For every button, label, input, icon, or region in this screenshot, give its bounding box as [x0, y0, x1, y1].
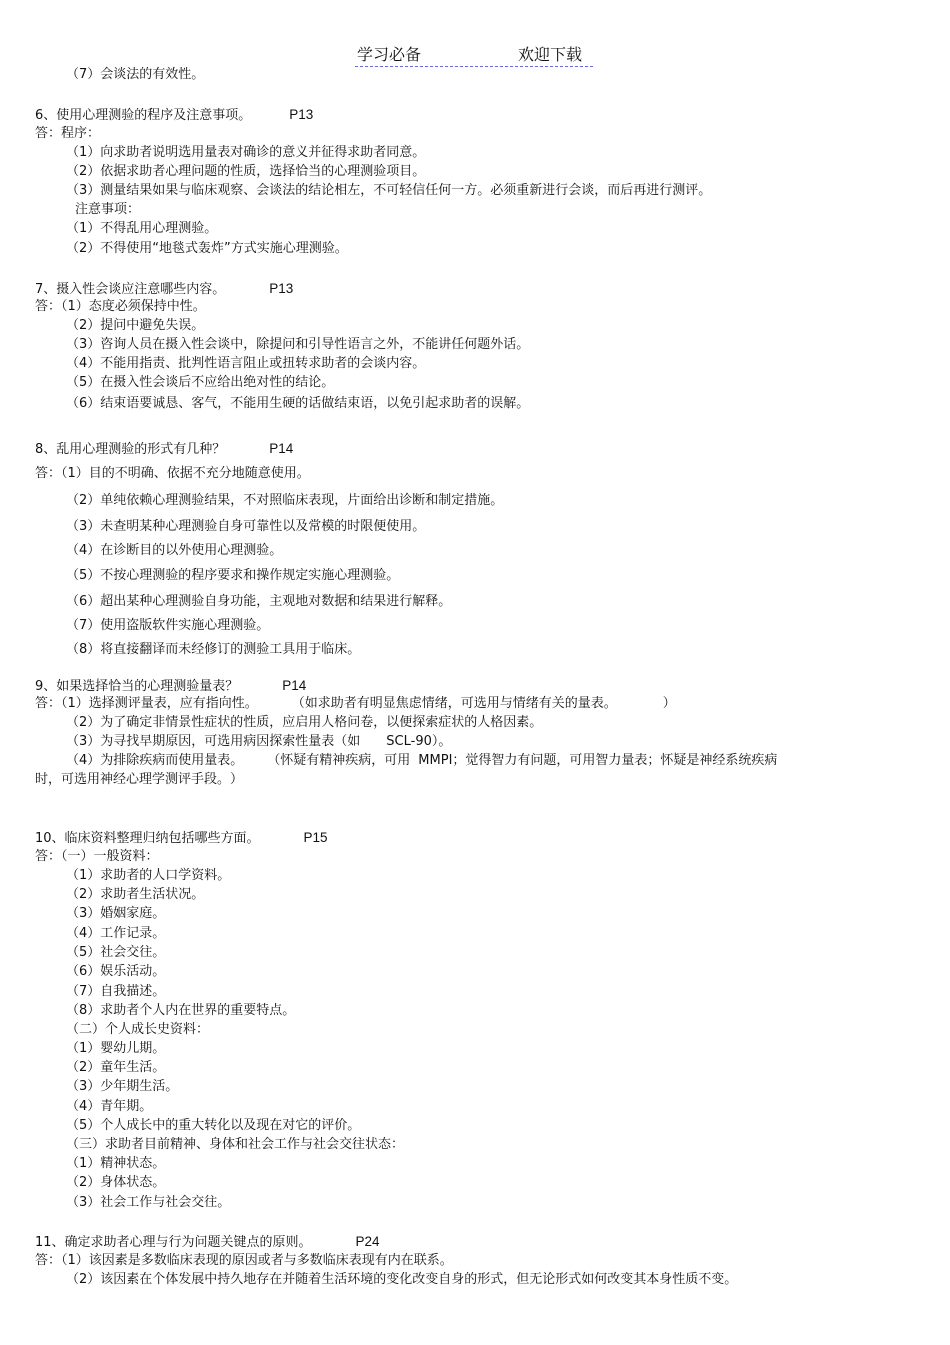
line-text-continued: （怀疑有精神疾病，可用 [267, 753, 411, 768]
text-line [66, 714, 542, 731]
text-line [66, 518, 425, 535]
text-line [35, 695, 676, 712]
line-text: （3）少年期生活。 [66, 1079, 179, 1094]
text-line [66, 542, 282, 559]
text-line [66, 1098, 152, 1115]
text-line [35, 1233, 380, 1251]
text-line [66, 905, 165, 922]
line-text: （2）依据求助者心理问题的性质，选择恰当的心理测验项目。 [66, 164, 426, 179]
text-line [66, 240, 348, 257]
text-line [66, 355, 425, 372]
line-text: 答：（1）选择测评量表，应有指向性。 [35, 696, 258, 711]
line-text: （1）求助者的人口学资料。 [66, 868, 231, 883]
page-header [355, 40, 593, 67]
text-line [66, 220, 217, 237]
line-text: 6、使用心理测验的程序及注意事项。 [35, 108, 252, 123]
line-text: （6）超出某种心理测验自身功能，主观地对数据和结果进行解释。 [66, 594, 452, 609]
line-text: （4）为排除疾病而使用量表。 [66, 753, 244, 768]
line-text: （3）未查明某种心理测验自身可靠性以及常模的时限便使用。 [66, 519, 426, 534]
text-line [66, 733, 451, 750]
line-text: （2）求助者生活状况。 [66, 887, 205, 902]
line-text: 11、确定求助者心理与行为问题关键点的原则。 [35, 1235, 312, 1250]
text-line [66, 163, 425, 180]
text-line [66, 66, 204, 83]
text-line [35, 106, 313, 124]
text-line [75, 201, 140, 218]
text-line [66, 963, 165, 980]
text-line [35, 298, 206, 315]
text-line [35, 1252, 453, 1269]
line-text-tail: ） [662, 696, 676, 711]
line-text: 答：（1）目的不明确、依据不充分地随意使用。 [35, 466, 310, 481]
text-line [66, 925, 165, 942]
text-line [35, 848, 159, 865]
text-line [66, 641, 360, 658]
line-text: （1）精神状态。 [66, 1156, 166, 1171]
text-line [66, 983, 165, 1000]
line-text: 答：（1）态度必须保持中性。 [35, 299, 206, 314]
text-line [35, 677, 306, 695]
line-text: （7）自我描述。 [66, 984, 166, 999]
text-line [66, 752, 777, 769]
line-text: 9、如果选择恰当的心理测验量表？ [35, 679, 239, 694]
text-line [66, 567, 399, 584]
text-line [66, 395, 529, 412]
line-text-continued: （如求助者有明显焦虑情绪，可选用与情绪有关的量表。 [291, 696, 617, 711]
line-text: （5）在摄入性会谈后不应给出绝对性的结论。 [66, 375, 335, 390]
line-text: （4）工作记录。 [66, 926, 166, 941]
header-left-text: 学习必备 [357, 45, 422, 64]
line-text: 8、乱用心理测验的形式有几种？ [35, 442, 226, 457]
line-text: （三）求助者目前精神、身体和社会工作与社会交往状态： [66, 1137, 405, 1152]
line-text: （3）婚姻家庭。 [66, 906, 166, 921]
line-text-continued: ） [230, 772, 244, 787]
text-line [66, 1271, 737, 1288]
page-reference: P14 [269, 441, 294, 456]
line-text: （4）青年期。 [66, 1099, 153, 1114]
line-text-tail: MMPI；觉得智力有问题，可用智力量表；怀疑是神经系统疾病 [418, 753, 778, 768]
text-line [66, 617, 269, 634]
text-line [66, 593, 451, 610]
line-text: （2）身体状态。 [66, 1175, 166, 1190]
text-line [66, 317, 204, 334]
text-line [66, 886, 204, 903]
line-text: （7）使用盗版软件实施心理测验。 [66, 618, 270, 633]
text-line [66, 1040, 165, 1057]
page-reference: P14 [282, 678, 307, 693]
line-text: （6）娱乐活动。 [66, 964, 166, 979]
line-text: （2）童年生活。 [66, 1060, 166, 1075]
line-text: （5）社会交往。 [66, 945, 166, 960]
text-line [35, 280, 293, 298]
text-line [66, 1194, 230, 1211]
line-text-continued: SCL-90）。 [386, 734, 452, 749]
line-text: （2）提问中避免失误。 [66, 318, 205, 333]
text-line [66, 944, 165, 961]
line-text: （二）个人成长史资料： [66, 1022, 210, 1037]
line-text: （2）该因素在个体发展中持久地存在并随着生活环境的变化改变自身的形式，但无论形式如何改变其本身性质不变。 [66, 1272, 738, 1287]
line-text: （1）向求助者说明选用量表对确诊的意义并征得求助者同意。 [66, 145, 426, 160]
line-text: 答：（1）该因素是多数临床表现的原因或者与多数临床表现有内在联系。 [35, 1253, 453, 1268]
header-right-text: 欢迎下载 [518, 45, 583, 64]
line-text: （3）为寻找早期原因，可选用病因探索性量表（如 [66, 734, 361, 749]
line-text: （1）婴幼儿期。 [66, 1041, 166, 1056]
text-line [66, 1136, 404, 1153]
text-line [35, 771, 243, 788]
text-line [35, 465, 310, 482]
text-line [66, 1155, 165, 1172]
line-text: （8）求助者个人内在世界的重要特点。 [66, 1003, 296, 1018]
text-line [35, 829, 328, 847]
line-text: （4）在诊断目的以外使用心理测验。 [66, 543, 283, 558]
text-line [66, 336, 529, 353]
text-line [66, 374, 334, 391]
text-line [66, 1059, 165, 1076]
text-line [66, 144, 425, 161]
page-reference: P13 [289, 107, 314, 122]
line-text: （6）结束语要诚恳、客气，不能用生硬的话做结束语，以免引起求助者的误解。 [66, 396, 530, 411]
page-reference: P15 [303, 830, 328, 845]
text-line [66, 492, 503, 509]
line-text: 答：程序： [35, 126, 101, 141]
page-reference: P24 [355, 1234, 380, 1249]
line-text: 时，可选用神经心理学测评手段。 [35, 772, 231, 787]
line-text: （5）个人成长中的重大转化以及现在对它的评价。 [66, 1118, 361, 1133]
text-line [35, 440, 293, 458]
line-text: （3）咨询人员在摄入性会谈中，除提问和引导性语言之外，不能讲任何题外话。 [66, 337, 530, 352]
text-line [35, 125, 100, 142]
line-text: 注意事项： [75, 202, 141, 217]
line-text: （4）不能用指责、批判性语言阻止或扭转求助者的会谈内容。 [66, 356, 426, 371]
line-text: 10、临床资料整理归纳包括哪些方面。 [35, 831, 260, 846]
text-line [66, 1117, 360, 1134]
line-text: （2）为了确定非情景性症状的性质，应启用人格问卷，以便探索症状的人格因素。 [66, 715, 543, 730]
text-line [66, 1174, 165, 1191]
text-line [66, 1021, 209, 1038]
line-text: 答：（一）一般资料： [35, 849, 159, 864]
line-text: （3）测量结果如果与临床观察、会谈法的结论相左，不可轻信任何一方。必须重新进行会谈，而后再进行测评。 [66, 183, 712, 198]
line-text: （7）会谈法的有效性。 [66, 67, 205, 82]
line-text: （8）将直接翻译而未经修订的测验工具用于临床。 [66, 642, 361, 657]
text-line [66, 182, 711, 199]
text-line [66, 1002, 295, 1019]
line-text: （3）社会工作与社会交往。 [66, 1195, 231, 1210]
line-text: （1）不得乱用心理测验。 [66, 221, 218, 236]
text-line [66, 1078, 178, 1095]
line-text: （5）不按心理测验的程序要求和操作规定实施心理测验。 [66, 568, 400, 583]
line-text: （2）单纯依赖心理测验结果，不对照临床表现，片面给出诊断和制定措施。 [66, 493, 504, 508]
line-text: 7、摄入性会谈应注意哪些内容。 [35, 282, 226, 297]
page-reference: P13 [269, 281, 294, 296]
text-line [66, 867, 230, 884]
line-text: （2）不得使用“地毯式轰炸”方式实施心理测验。 [66, 241, 348, 256]
